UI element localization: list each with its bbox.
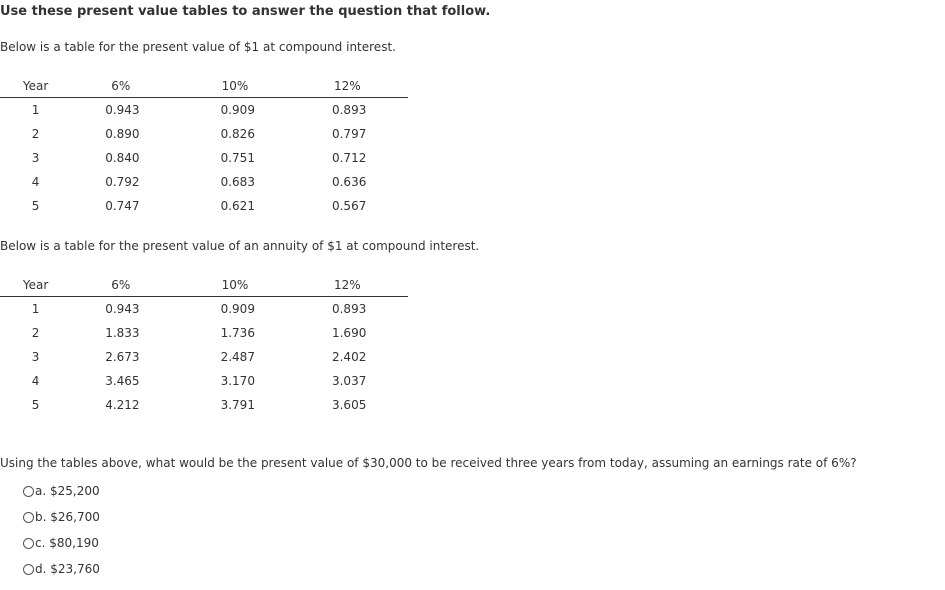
value-cell: 0.943	[105, 302, 140, 316]
option-text: $80,190	[49, 536, 99, 550]
table-row	[0, 146, 408, 170]
value-cell: 3.465	[105, 374, 140, 388]
answer-options	[23, 478, 100, 582]
value-cell: 2.673	[105, 350, 140, 364]
pv-table-intro: Below is a table for the present value of $1 at compound interest.	[0, 40, 396, 54]
value-cell: 4.212	[105, 398, 140, 412]
year-cell: 5	[31, 398, 40, 412]
value-cell: 0.567	[331, 199, 367, 213]
option-c[interactable]	[23, 530, 100, 556]
year-cell: 1	[31, 103, 40, 117]
table-row	[0, 194, 408, 218]
year-cell: 3	[31, 151, 40, 165]
value-cell: 3.791	[220, 398, 255, 412]
option-letter: b.	[35, 510, 47, 524]
option-a[interactable]	[23, 478, 100, 504]
column-header-12pct: 12%	[296, 75, 408, 98]
table-row	[0, 98, 408, 123]
year-cell: 3	[31, 350, 40, 364]
table-header-row	[0, 75, 408, 98]
column-header-year: Year	[0, 75, 71, 98]
table-row	[0, 297, 408, 322]
value-cell: 0.893	[331, 103, 367, 117]
value-cell: 1.690	[331, 326, 367, 340]
year-cell: 2	[31, 326, 40, 340]
value-cell: 2.402	[331, 350, 367, 364]
option-text: $23,760	[50, 562, 100, 576]
value-cell: 0.909	[220, 103, 255, 117]
radio-button-icon[interactable]	[23, 564, 34, 575]
radio-button-icon[interactable]	[23, 512, 34, 523]
value-cell: 0.636	[331, 175, 367, 189]
option-b[interactable]	[23, 504, 100, 530]
year-cell: 2	[31, 127, 40, 141]
value-cell: 0.792	[105, 175, 140, 189]
table-row	[0, 393, 408, 417]
year-cell: 5	[31, 199, 40, 213]
value-cell: 3.170	[220, 374, 255, 388]
radio-button-icon[interactable]	[23, 538, 34, 549]
annuity-table-intro: Below is a table for the present value of an annuity of $1 at compound interest.	[0, 239, 480, 253]
column-header-6pct: 6%	[71, 274, 183, 297]
value-cell: 0.893	[331, 302, 367, 316]
value-cell: 0.890	[105, 127, 140, 141]
table-row	[0, 122, 408, 146]
value-cell: 3.605	[331, 398, 367, 412]
column-header-10pct: 10%	[184, 274, 296, 297]
column-header-10pct: 10%	[184, 75, 296, 98]
value-cell: 0.683	[220, 175, 255, 189]
value-cell: 2.487	[220, 350, 255, 364]
year-cell: 4	[31, 175, 40, 189]
value-cell: 0.797	[331, 127, 367, 141]
year-cell: 1	[31, 302, 40, 316]
question-text: Using the tables above, what would be the present value of $30,000 to be received three years from today, assuming an earnings rate of 6%?	[0, 456, 857, 470]
instructions-heading: Use these present value tables to answer the question that follow.	[0, 4, 491, 19]
option-d[interactable]	[23, 556, 100, 582]
table-row	[0, 321, 408, 345]
value-cell: 0.751	[220, 151, 255, 165]
value-cell: 0.840	[105, 151, 140, 165]
column-header-6pct: 6%	[71, 75, 183, 98]
table-row	[0, 170, 408, 194]
present-value-table	[0, 75, 408, 218]
year-cell: 4	[31, 374, 40, 388]
option-text: $26,700	[50, 510, 100, 524]
value-cell: 0.943	[105, 103, 140, 117]
column-header-year: Year	[0, 274, 71, 297]
option-text: $25,200	[50, 484, 100, 498]
value-cell: 0.747	[105, 199, 140, 213]
value-cell: 0.826	[220, 127, 255, 141]
value-cell: 3.037	[331, 374, 367, 388]
radio-button-icon[interactable]	[23, 486, 34, 497]
table-row	[0, 345, 408, 369]
table-row	[0, 369, 408, 393]
value-cell: 0.621	[220, 199, 255, 213]
value-cell: 0.909	[220, 302, 255, 316]
option-letter: d.	[35, 562, 47, 576]
column-header-12pct: 12%	[296, 274, 408, 297]
option-letter: c.	[35, 536, 46, 550]
annuity-value-table	[0, 274, 408, 417]
option-letter: a.	[35, 484, 47, 498]
value-cell: 0.712	[331, 151, 367, 165]
value-cell: 1.736	[220, 326, 255, 340]
table-header-row	[0, 274, 408, 297]
value-cell: 1.833	[105, 326, 140, 340]
